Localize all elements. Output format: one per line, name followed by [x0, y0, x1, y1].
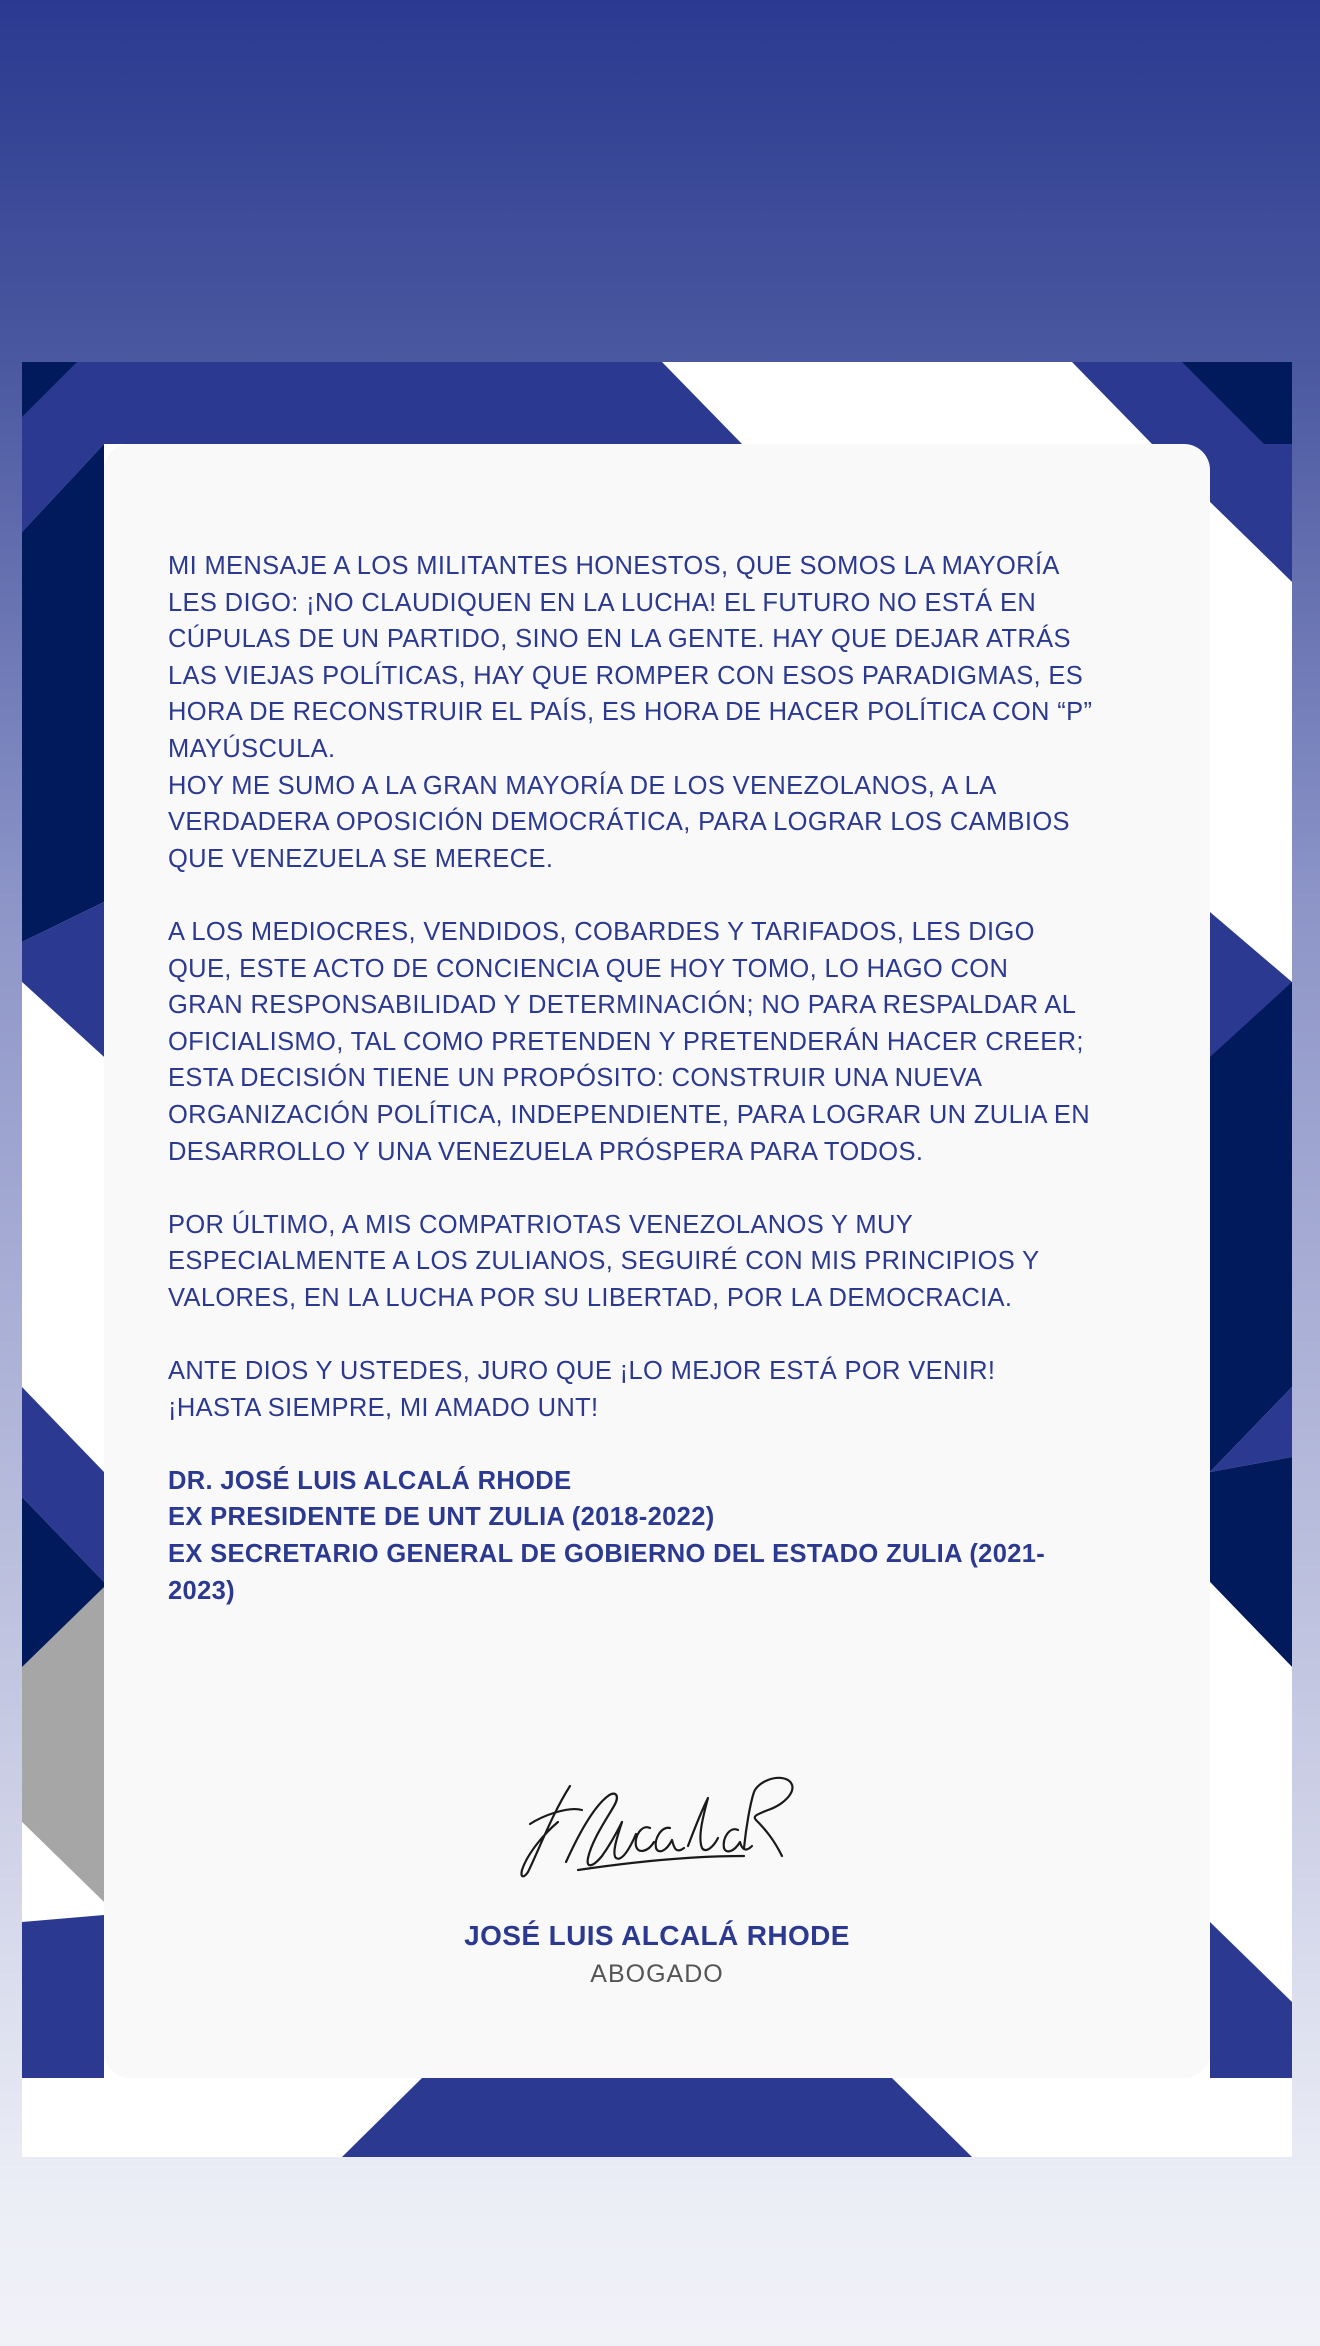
author-credentials: DR. JOSÉ LUIS ALCALÁ RHODE EX PRESIDENTE DE UNT ZULIA (2018-2022) EX SECRETARIO GENERAL DE GOBIERNO DEL ESTADO ZULIA (2021- 2023) — [168, 1466, 1046, 1605]
letter-body — [168, 548, 1168, 1609]
paragraph-2: A LOS MEDIOCRES, VENDIDOS, COBARDES Y TARIFADOS, LES DIGO QUE, ESTE ACTO DE CONCIENCIA QUE HOY TOMO, LO HAGO CON GRAN RESPONSABILIDAD Y DETERMINACIÓN; NO PARA RESPALDAR AL OFICIALISMO, TAL COMO PRETENDEN Y PRETENDERÁN HACER CREER; ESTA DECISIÓN TIENE UN PROPÓSITO: CONSTRUIR UNA NUEVA ORGANIZACIÓN POLÍTICA, INDEPENDIENTE, PARA LOGRAR UN ZULIA EN DESARROLLO Y UNA VENEZUELA PRÓSPERA PARA TODOS. — [168, 917, 1091, 1166]
signature-block — [104, 1744, 1210, 1989]
letter-sheet — [22, 362, 1292, 2157]
signatory-name: JOSÉ LUIS ALCALÁ RHODE — [464, 1920, 850, 1951]
paragraph-4: ANTE DIOS Y USTEDES, JURO QUE ¡LO MEJOR ESTÁ POR VENIR! ¡HASTA SIEMPRE, MI AMADO UNT! — [168, 1357, 996, 1422]
paragraph-1: MI MENSAJE A LOS MILITANTES HONESTOS, QUE SOMOS LA MAYORÍA LES DIGO: ¡NO CLAUDIQUEN EN LA LUCHA! EL FUTURO NO ESTÁ EN CÚPULAS DE UN PARTIDO, SINO EN LA GENTE. HAY QUE DEJAR ATRÁS LAS VIEJAS POLÍTICAS, HAY QUE ROMPER CON ESOS PARADIGMAS, ES HORA DE RECONSTRUIR EL PAÍS, ES HORA DE HACER POLÍTICA CON “P” MAYÚSCULA. HOY ME SUMO A LA GRAN MAYORÍA DE LOS VENEZOLANOS, A LA VERDADERA OPOSICIÓN DEMOCRÁTICA, PARA LOGRAR LOS CAMBIOS QUE VENEZUELA SE MERECE. — [168, 552, 1093, 873]
handwritten-signature — [512, 1744, 802, 1884]
paragraph-3: POR ÚLTIMO, A MIS COMPATRIOTAS VENEZOLANOS Y MUY ESPECIALMENTE A LOS ZULIANOS, SEGUIRÉ CON MIS PRINCIPIOS Y VALORES, EN LA LUCHA POR SU LIBERTAD, POR LA DEMOCRACIA. — [168, 1210, 1040, 1312]
signatory-role: ABOGADO — [590, 1960, 724, 1988]
letter-card — [104, 444, 1210, 2078]
